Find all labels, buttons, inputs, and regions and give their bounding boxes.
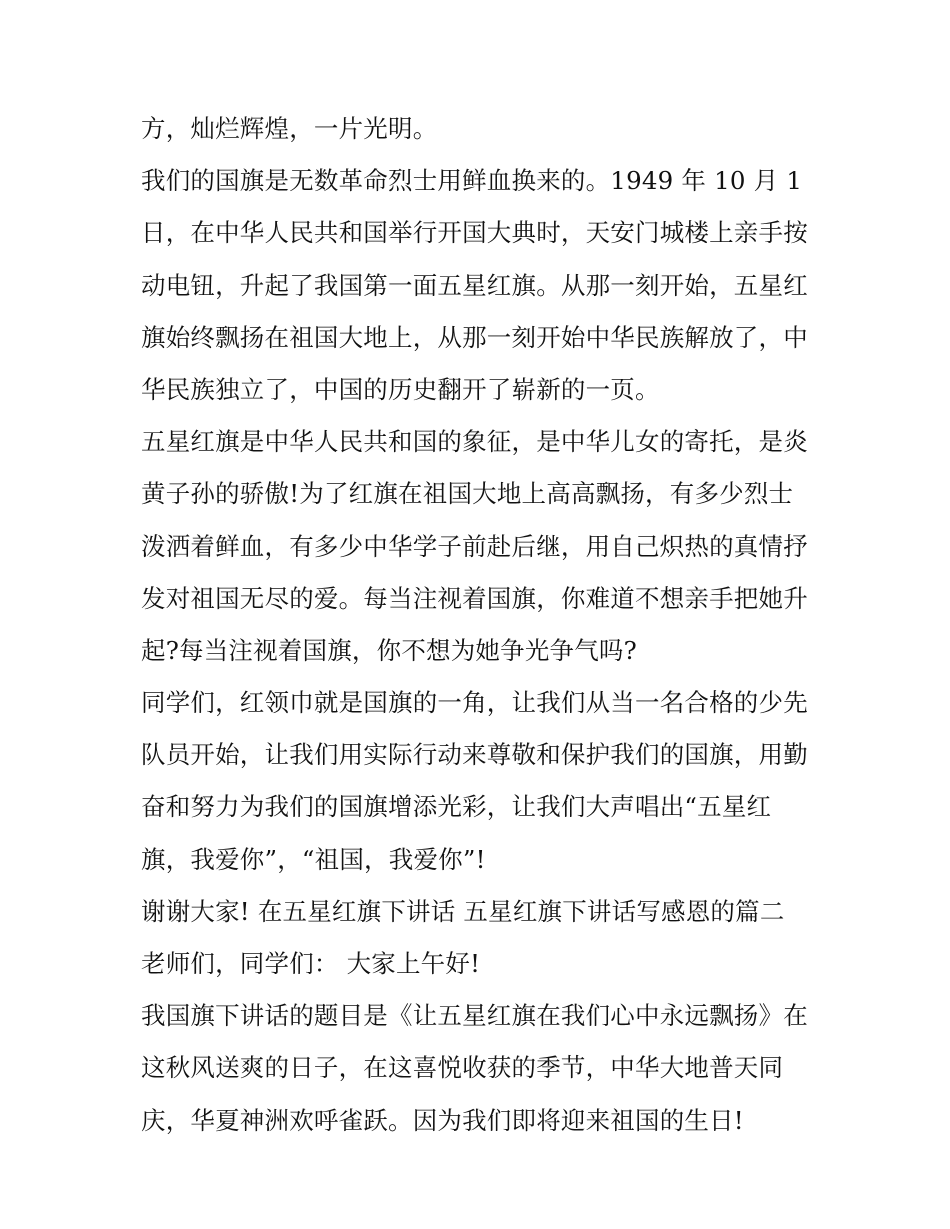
text-line: 华民族独立了，中国的历史翻开了崭新的一页。 [141,374,660,404]
text-line: 队员开始，让我们用实际行动来尊敬和保护我们的国旗，用勤 [141,740,808,770]
text-line: 泼洒着鲜血，有多少中华学子前赴后继，用自己炽热的真情抒 [141,531,808,561]
body-text [141,106,831,1150]
text-line: 方，灿烂辉煌，一片光明。 [141,114,438,143]
text-line: 日，在中华人民共和国举行开国大典时，天安门城楼上亲手按 [141,218,808,248]
text-line: 黄子孙的骄傲!为了红旗在祖国大地上高高飘扬，有多少烈士 [141,479,794,509]
text-line: 旗，我爱你”，“祖国，我爱你”! [141,844,486,874]
text-line: 谢谢大家! 在五星红旗下讲话 五星红旗下讲话写感恩的篇二 [141,896,785,926]
text-line: 我国旗下讲话的题目是《让五星红旗在我们心中永远飘扬》在 [141,1001,808,1031]
text-line: 老师们，同学们： 大家上午好! [141,949,481,978]
text-line: 同学们，红领巾就是国旗的一角，让我们从当一名合格的少先 [141,688,808,718]
text-line: 五星红旗是中华人民共和国的象征，是中华儿女的寄托，是炎 [141,427,808,457]
text-line: 旗始终飘扬在祖国大地上，从那一刻开始中华民族解放了，中 [141,322,808,352]
text-line: 这秋风送爽的日子，在这喜悦收获的季节，中华大地普天同 [141,1053,784,1083]
text-line: 起?每当注视着国旗，你不想为她争光争气吗? [141,635,637,665]
text-line: 我们的国旗是无数革命烈士用鲜血换来的。1949 年 10 月 1 [141,166,803,196]
text-line: 奋和努力为我们的国旗增添光彩，让我们大声唱出“五星红 [141,792,772,822]
text-line: 动电钮，升起了我国第一面五星红旗。从那一刻开始，五星红 [141,270,808,300]
text-line: 发对祖国无尽的爱。每当注视着国旗，你难道不想亲手把她升 [141,583,808,613]
text-line: 庆，华夏神洲欢呼雀跃。因为我们即将迎来祖国的生日! [141,1105,744,1135]
